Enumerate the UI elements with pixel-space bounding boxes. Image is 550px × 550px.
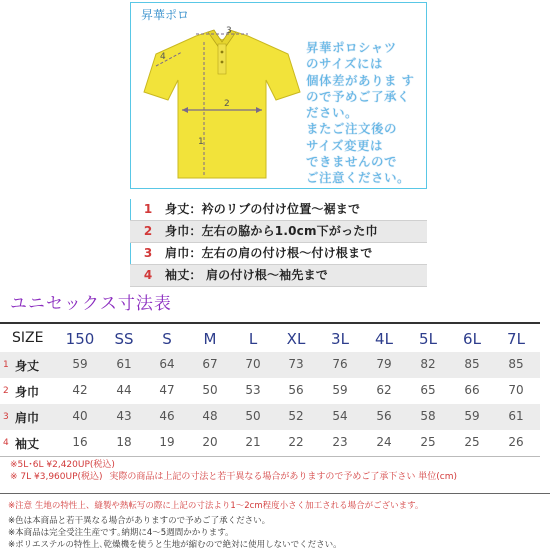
table-cell: 25 [420,435,436,449]
table-cell: 61 [508,409,524,423]
size-header-7l: 7L [507,330,525,348]
unit-note: 実際の商品は上記の寸法と若干異なる場合がありますので予めご了承下さい 単位(cm) [109,472,458,482]
size-header-l: L [248,330,258,348]
definition-row [130,265,427,287]
row-label: 身丈 [15,359,40,373]
table-cell: 47 [159,383,175,397]
notice-line: ご注意ください。 [306,170,411,186]
table-header [0,322,540,356]
table-cell: 76 [332,357,348,371]
footnote: ※本商品は完全受注生産です｡納期に4～5週間かかります。 [8,528,234,538]
row-num: 4 [3,438,9,448]
footnote: ※色は本商品と若干異なる場合がありますので予めご了承ください。 [8,516,271,526]
table-cell: 19 [159,435,175,449]
table-cell: 56 [376,409,392,423]
table-cell: 23 [332,435,348,449]
notice-line: できませんので [306,154,398,170]
row-label: 身巾 [15,385,40,399]
table-row [0,404,540,430]
table-cell: 64 [159,357,175,371]
definition-row [130,199,427,221]
definition-num: 2 [143,224,153,238]
definition-text: 袖丈： 肩の付け根～袖先まで [165,268,328,282]
footnote: ※ポリエステルの特性上､乾燥機を使うと生地が縮むので絶対に使用しないでください。 [8,540,342,550]
size-header-3l: 3L [331,330,349,348]
table-cell: 62 [376,383,392,397]
row-label: 肩巾 [15,411,40,425]
table-cell: 61 [116,357,132,371]
size-header-s: S [162,330,172,348]
box-title: 昇華ポロ [141,8,190,22]
table-cell: 54 [332,409,348,423]
table-cell: 43 [116,409,132,423]
notice-line: サイズ変更は [306,137,384,153]
table-cell: 66 [464,383,480,397]
table-cell: 70 [245,357,261,371]
definition-row [130,221,427,243]
label-3: 3 [226,26,232,36]
definition-num: 1 [143,202,153,216]
table-cell: 73 [288,357,304,371]
size-chart-title: ユニセックス寸法表 [10,294,172,314]
table-row [0,352,540,378]
definition-text: 身丈：衿のリブの付け位置～裾まで [165,202,361,216]
table-cell: 59 [464,409,480,423]
table-cell: 50 [245,409,261,423]
measurement-definitions [130,199,427,287]
price-notes [10,459,457,483]
caution-note: ※注意 生地の特性上、縫製や熱転写の際に上記の寸法より1～2cm程度小さく加工される場合がございます。 [8,501,424,511]
price-note-7l: ※ 7L ¥3,960UP(税込) [10,472,103,482]
notice-line: のサイズには [306,56,384,72]
price-note-line: ※5L･6L ¥2,420UP(税込) [10,460,115,470]
table-cell: 21 [245,435,261,449]
row-label: 袖丈 [15,437,40,451]
table-row [0,378,540,404]
table-cell: 25 [464,435,480,449]
size-header-4l: 4L [375,330,393,348]
table-cell: 40 [72,409,88,423]
size-header-5l: 5L [419,330,437,348]
table-cell: 79 [376,357,392,371]
definition-num: 3 [143,246,153,260]
shirt-placket [218,44,226,74]
table-cell: 42 [72,383,88,397]
notice-line: ので予めご了承く [306,88,411,104]
size-corner-label: SIZE [12,330,44,346]
table-cell: 82 [420,357,436,371]
table-cell: 58 [420,409,436,423]
table-cell: 56 [288,383,304,397]
notice-line: またご注文後の [306,121,398,137]
size-header-ss: SS [114,330,134,348]
table-cell: 53 [245,383,261,397]
table-cell: 52 [288,409,304,423]
label-2: 2 [224,99,230,109]
notice-line: 個体差がありま す [306,72,415,88]
divider [0,493,550,494]
label-4: 4 [160,52,166,62]
price-note-line [10,471,457,483]
table-cell: 16 [72,435,88,449]
table-cell: 50 [202,383,218,397]
table-cell: 24 [376,435,392,449]
definition-text: 肩巾：左右の肩の付け根～付け根まで [165,246,373,260]
row-num: 3 [3,412,9,422]
table-cell: 26 [508,435,524,449]
button-icon [221,61,224,64]
polo-shirt-diagram [138,26,306,188]
table-cell: 59 [72,357,88,371]
table-cell: 85 [508,357,524,371]
notice-text [306,40,426,187]
table-cell: 67 [202,357,218,371]
definition-text: 身巾：左右の脇から1.0cm下がった巾 [165,224,378,238]
size-header-xl: XL [286,330,306,348]
row-num: 2 [3,386,9,396]
notice-line: 昇華ポロシャツ [306,40,397,55]
table-cell: 44 [116,383,132,397]
size-header-m: M [203,330,217,348]
table-bottom-rule [0,456,540,457]
table-cell: 65 [420,383,436,397]
table-cell: 20 [202,435,218,449]
table-cell: 59 [332,383,348,397]
table-cell: 46 [159,409,175,423]
row-num: 1 [3,360,9,370]
table-cell: 70 [508,383,524,397]
table-cell: 85 [464,357,480,371]
table-cell: 18 [116,435,132,449]
table-cell: 48 [202,409,218,423]
table-row [0,430,540,456]
label-1: 1 [198,137,204,147]
notice-line: ださい。 [306,105,359,121]
size-header-6l: 6L [463,330,481,348]
button-icon [221,51,224,54]
size-header-150: 150 [65,330,95,348]
definition-row [130,243,427,265]
definition-num: 4 [143,268,153,282]
table-cell: 22 [288,435,304,449]
